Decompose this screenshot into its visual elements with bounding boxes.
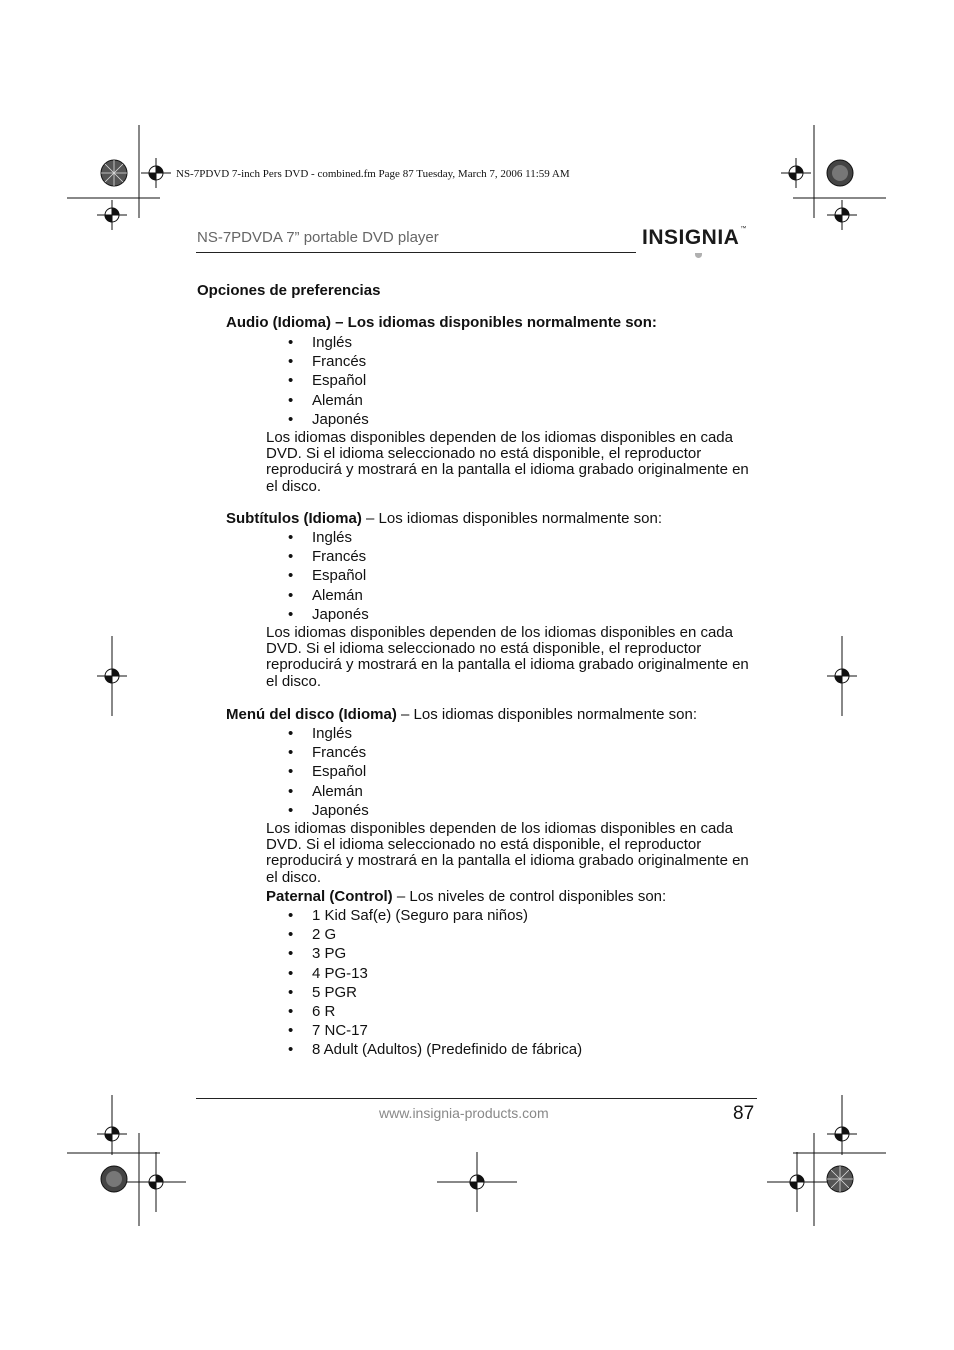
- disc-menu-heading: [226, 706, 697, 723]
- list-item: • Español: [288, 566, 369, 585]
- registration-mark-icon: [97, 636, 127, 716]
- header-divider: [196, 252, 636, 253]
- registration-mark-icon: [781, 158, 811, 188]
- audio-heading: [226, 314, 657, 331]
- list-item: • 4 PG-13: [288, 964, 582, 983]
- registration-mark-icon: [97, 200, 127, 230]
- registration-mark-icon: [767, 1152, 827, 1212]
- registration-mark-icon: [827, 200, 857, 230]
- section-title: Opciones de preferencias: [197, 282, 381, 299]
- list-item: • Alemán: [288, 782, 369, 801]
- list-item: • Francés: [288, 547, 369, 566]
- disc-menu-heading-text: – Los idiomas disponibles normalmente son:: [396, 706, 698, 723]
- subtitles-note: Los idiomas disponibles dependen de los idiomas disponibles en cada DVD. Si el idioma seleccionado no está disponible, el reproductor reproducirá y mostrará en la pantalla el idioma grabado originalmente en el disco.: [266, 624, 749, 690]
- list-item: • Inglés: [288, 724, 369, 743]
- list-item: • 5 PGR: [288, 983, 582, 1002]
- footer-url: www.insignia-products.com: [379, 1105, 549, 1121]
- list-item: • Inglés: [288, 528, 369, 547]
- footer-divider: [196, 1098, 757, 1099]
- disc-menu-language-list: [288, 724, 369, 820]
- logo-text: INSIGNIA: [642, 226, 740, 249]
- registration-mark-icon: [827, 636, 857, 716]
- registration-mark-icon: [126, 1152, 186, 1212]
- list-item: • 8 Adult (Adultos) (Predefinido de fábrica): [288, 1040, 582, 1059]
- audio-note: Los idiomas disponibles dependen de los idiomas disponibles en cada DVD. Si el idioma seleccionado no está disponible, el reproductor reproducirá y mostrará en la pantalla el idioma grabado originalmente en el disco.: [266, 429, 749, 495]
- list-item: • 7 NC-17: [288, 1021, 582, 1040]
- registration-mark-icon: [141, 158, 171, 188]
- list-item: • Español: [288, 762, 369, 781]
- audio-language-list: [288, 333, 369, 429]
- list-item: • Japonés: [288, 801, 369, 820]
- audio-heading-bold: Audio (Idioma) – Los idiomas disponibles normalmente son:: [226, 314, 657, 331]
- document-title: NS-7PDVDA 7” portable DVD player: [197, 229, 439, 246]
- list-item: • Inglés: [288, 333, 369, 352]
- color-target-icon: [826, 159, 854, 187]
- subtitles-heading: [226, 510, 662, 527]
- color-target-icon: [100, 159, 128, 187]
- subtitles-heading-text: – Los idiomas disponibles normalmente son:: [361, 510, 662, 527]
- list-item: • Alemán: [288, 586, 369, 605]
- parental-heading-text: – Los niveles de control disponibles son:: [392, 888, 667, 905]
- subtitles-language-list: [288, 528, 369, 624]
- list-item: • 6 R: [288, 1002, 582, 1021]
- list-item: • Francés: [288, 352, 369, 371]
- list-item: • 3 PG: [288, 944, 582, 963]
- list-item: • Alemán: [288, 391, 369, 410]
- list-item: • 1 Kid Saf(e) (Seguro para niños): [288, 906, 582, 925]
- page-number: 87: [733, 1103, 755, 1124]
- registration-mark-icon: [97, 1095, 127, 1155]
- list-item: • Japonés: [288, 410, 369, 429]
- insignia-logo: [642, 226, 762, 260]
- color-target-icon: [100, 1165, 128, 1193]
- subtitles-heading-bold: Subtítulos (Idioma): [226, 510, 362, 527]
- parental-heading-bold: Paternal (Control): [266, 888, 393, 905]
- disc-menu-heading-bold: Menú del disco (Idioma): [226, 706, 397, 723]
- parental-level-list: [288, 906, 582, 1060]
- print-info: NS-7PDVD 7-inch Pers DVD - combined.fm Page 87 Tuesday, March 7, 2006 11:59 AM: [176, 168, 570, 180]
- list-item: • Japonés: [288, 605, 369, 624]
- registration-mark-icon: [827, 1095, 857, 1155]
- list-item: • Francés: [288, 743, 369, 762]
- logo-trademark: ™: [740, 226, 747, 232]
- color-target-icon: [826, 1165, 854, 1193]
- list-item: • 2 G: [288, 925, 582, 944]
- list-item: • Español: [288, 371, 369, 390]
- disc-menu-note: Los idiomas disponibles dependen de los idiomas disponibles en cada DVD. Si el idioma seleccionado no está disponible, el reproductor reproducirá y mostrará en la pantalla el idioma grabado originalmente en el disco.: [266, 820, 749, 886]
- parental-heading: [266, 888, 666, 905]
- registration-mark-icon: [437, 1152, 517, 1212]
